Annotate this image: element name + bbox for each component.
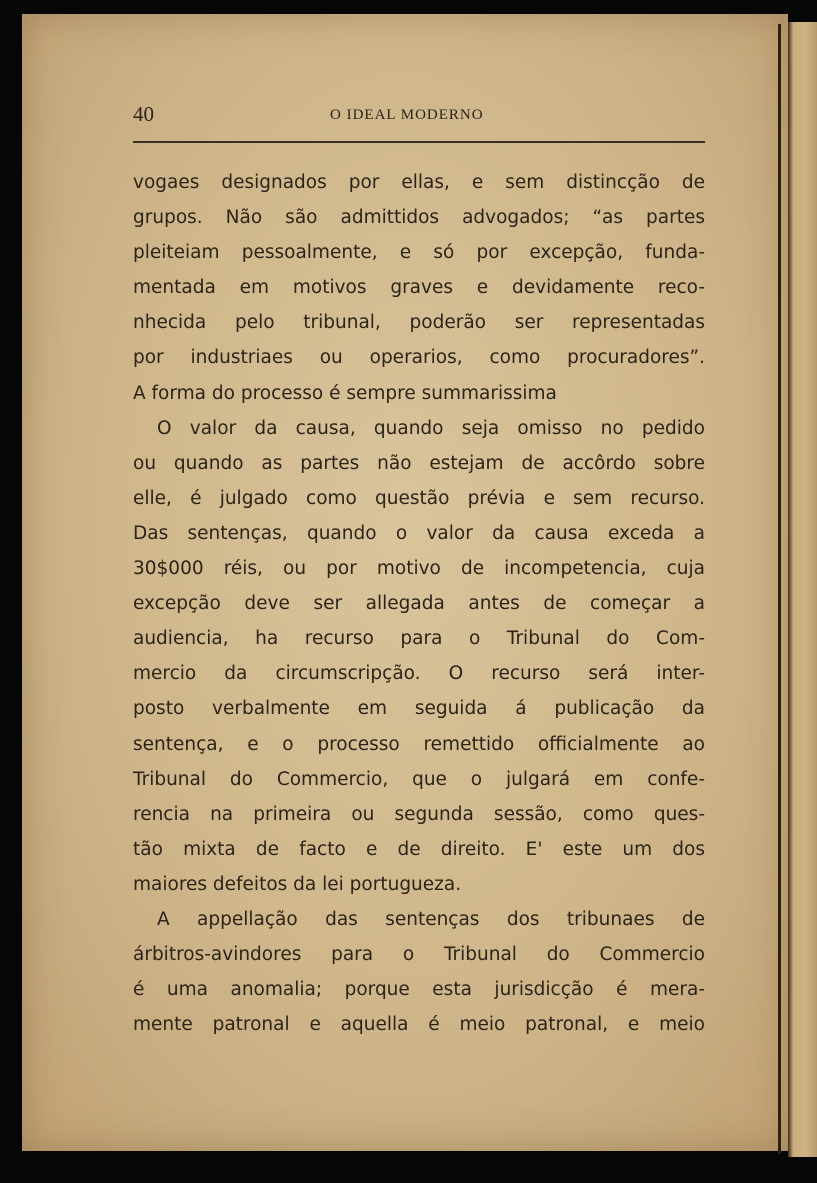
text-line: ou quando as partes não estejam de accôrdo sobre xyxy=(133,452,705,474)
text-line: A appellação das sentenças dos tribunaes de xyxy=(157,908,705,930)
text-line: pleiteiam pessoalmente, e só por excepção, funda- xyxy=(133,242,705,264)
text-line: árbitros-avindores para o Tribunal do Commercio xyxy=(133,944,705,966)
text-line: posto verbalmente em seguida á publicação da xyxy=(133,698,705,720)
text-line: O valor da causa, quando seja omisso no pedido xyxy=(157,417,705,439)
text-line: 30$000 réis, ou por motivo de incompetencia, cuja xyxy=(133,558,705,580)
text-line: tão mixta de facto e de direito. E' este um dos xyxy=(133,838,705,860)
text-line: rencia na primeira ou segunda sessão, como ques- xyxy=(133,803,705,825)
text-line: vogaes designados por ellas, e sem distincção de xyxy=(133,172,705,193)
text-line: mentada em motivos graves e devidamente reco- xyxy=(133,277,705,299)
text-line: maiores defeitos da lei portugueza. xyxy=(133,873,462,895)
text-line: audiencia, ha recurso para o Tribunal do Com- xyxy=(133,628,705,650)
text-line: elle, é julgado como questão prévia e sem recurso. xyxy=(133,487,705,509)
text-line: Tribunal do Commercio, que o julgará em confe- xyxy=(133,768,705,790)
running-title: O IDEAL MODERNO xyxy=(330,107,484,123)
body-text xyxy=(133,165,705,1042)
text-line: nhecida pelo tribunal, poderão ser representadas xyxy=(133,312,705,334)
text-line: mente patronal e aquella é meio patronal, e meio xyxy=(133,1014,705,1036)
text-line: é uma anomalia; porque esta jurisdicção é mera- xyxy=(133,979,705,1001)
adjacent-page-edge xyxy=(788,22,817,1157)
text-line: mercio da circumscripção. O recurso será inter- xyxy=(133,663,705,685)
header-rule xyxy=(133,141,705,143)
page-number: 40 xyxy=(133,102,154,126)
page-header xyxy=(133,100,705,128)
text-line: excepção deve ser allegada antes de começar a xyxy=(133,593,705,615)
text-line: sentença, e o processo remettido officialmente ao xyxy=(133,733,705,755)
text-line: A forma do processo é sempre summarissima xyxy=(133,382,557,404)
page-gutter-shadow xyxy=(778,24,781,1154)
text-line: grupos. Não são admittidos advogados; “as partes xyxy=(133,207,705,229)
text-line: por industriaes ou operarios, como procuradores”. xyxy=(133,347,705,369)
text-line: Das sentenças, quando o valor da causa exceda a xyxy=(133,522,705,544)
